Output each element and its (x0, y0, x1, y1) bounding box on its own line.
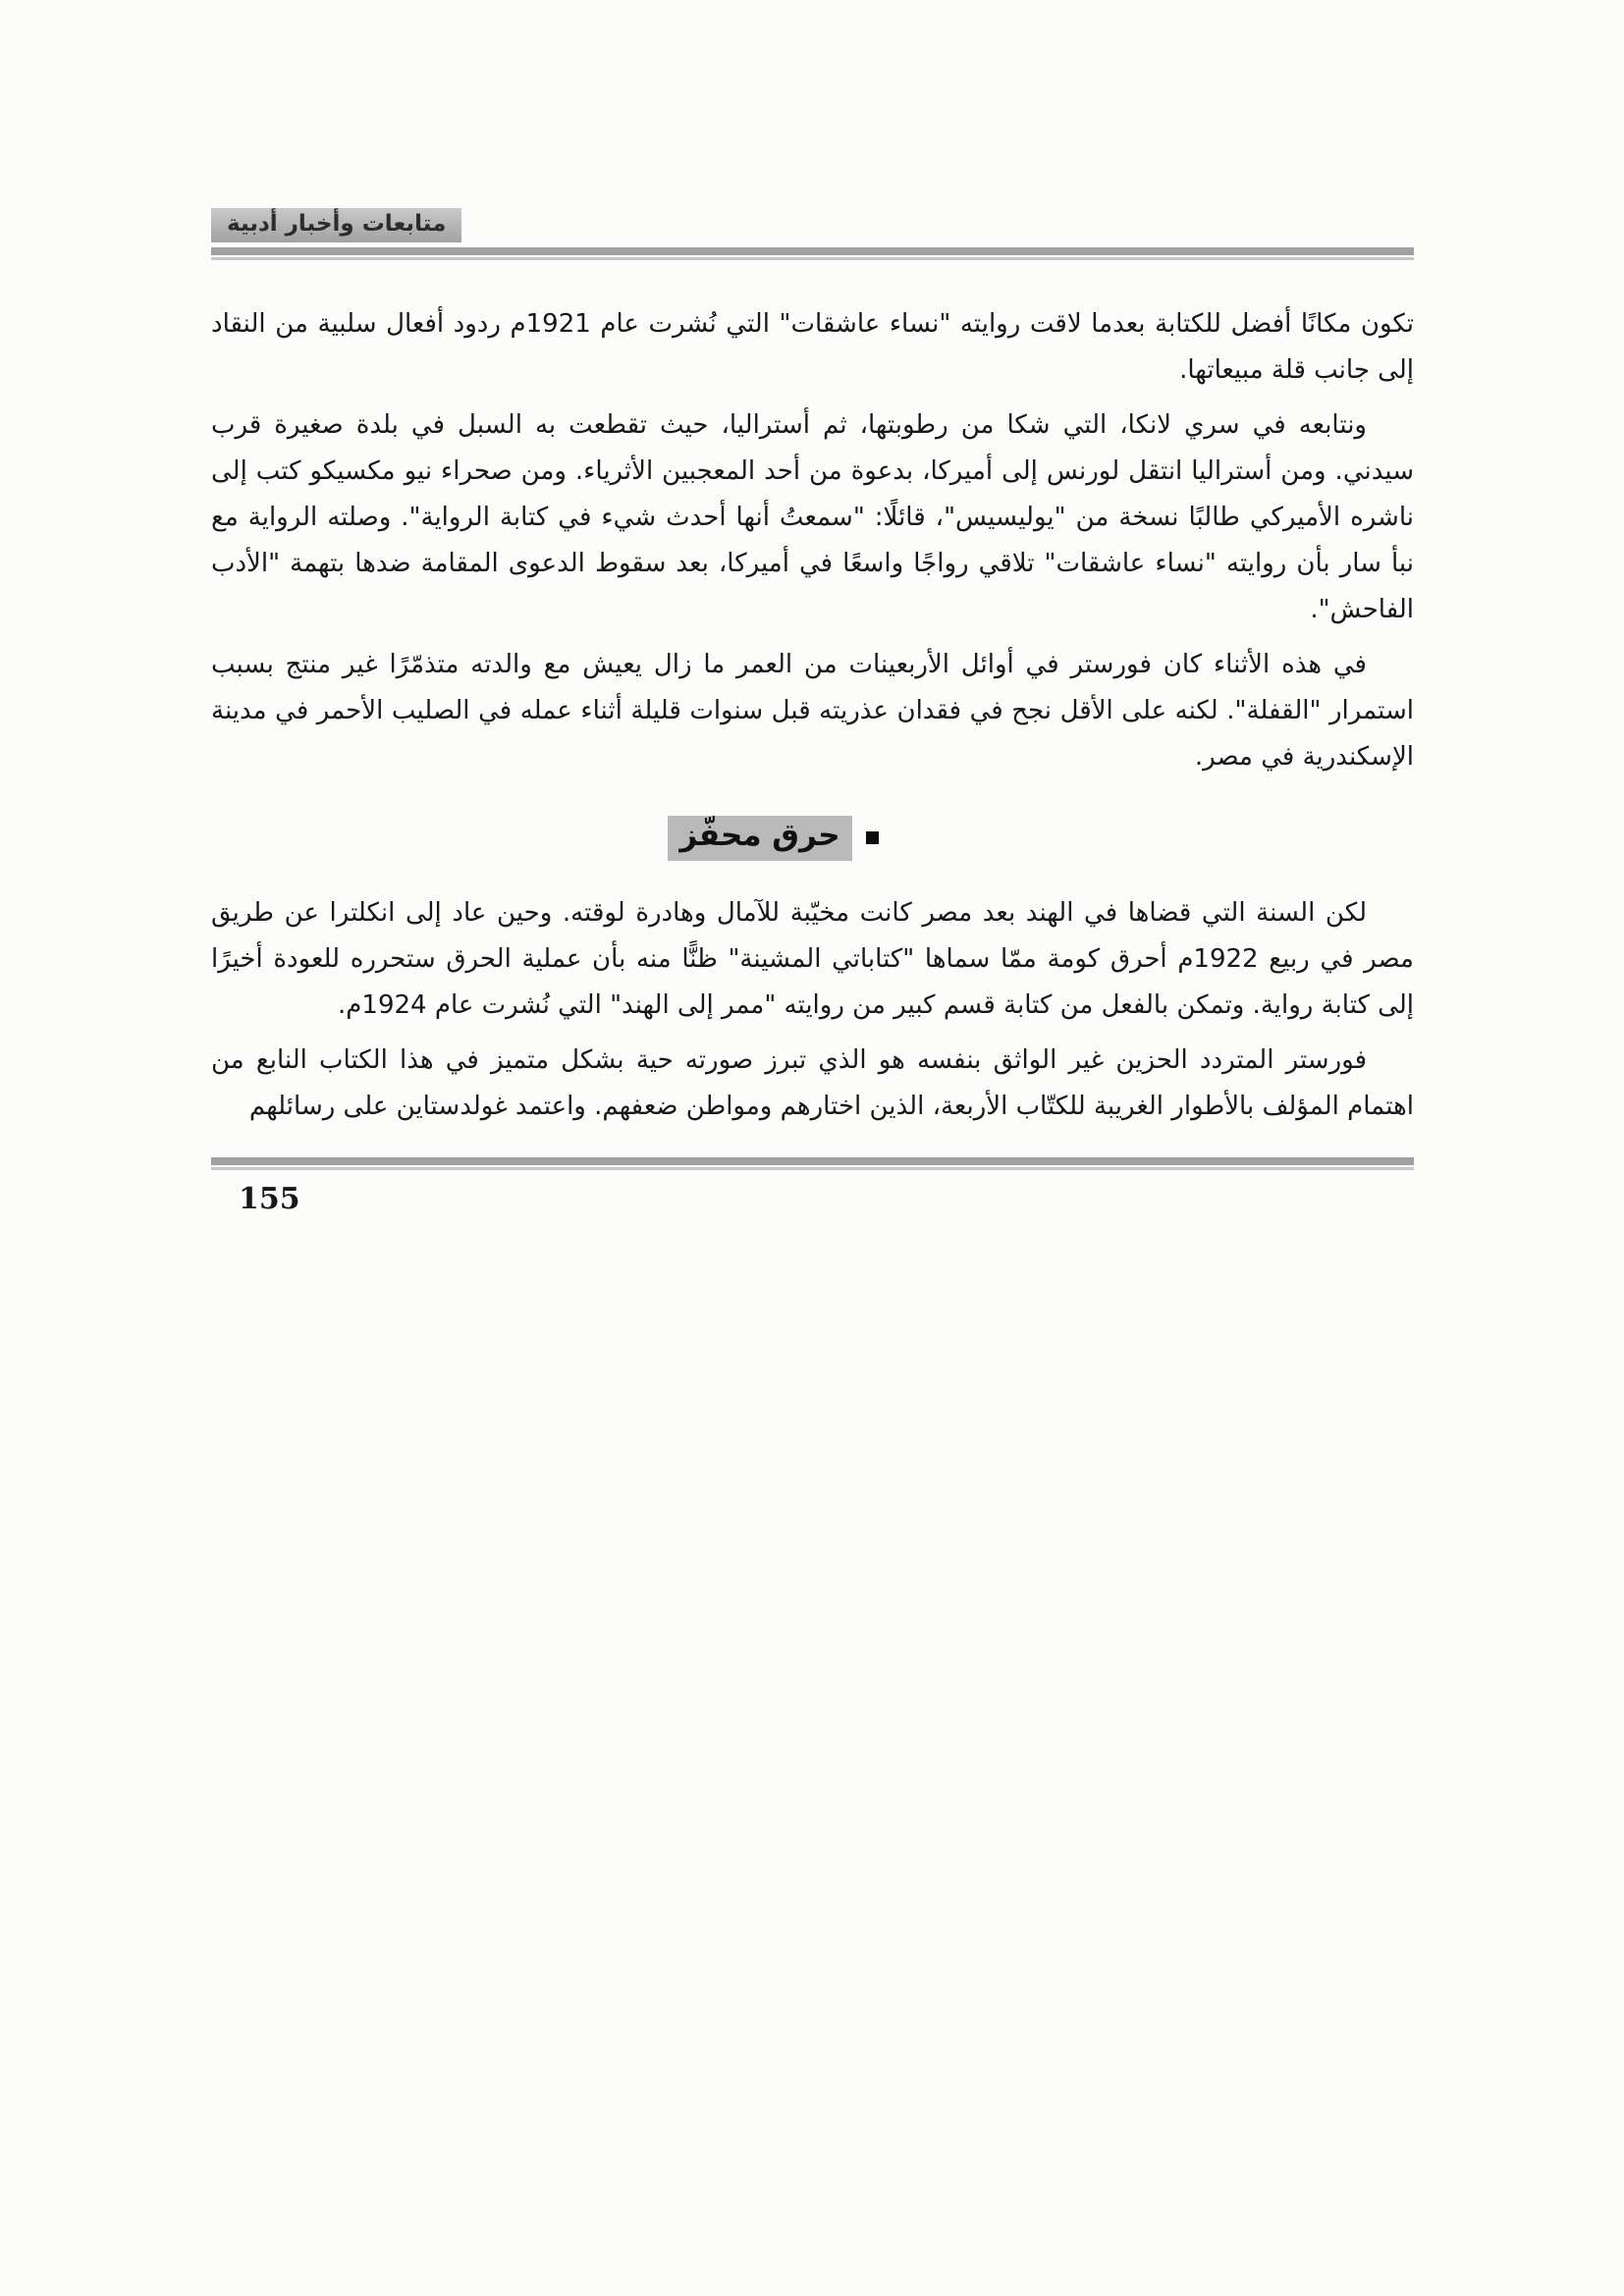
paragraph: لكن السنة التي قضاها في الهند بعد مصر كانت مخيّبة للآمال وهادرة لوقته. وحين عاد إلى انكلترا عن طريق مصر في ربيع 1922م أحرق كومة ممّا سماها "كتاباتي المشينة" ظنًّا منه بأن عملية الحرق ستحرره للعودة أخيرًا إلى كتابة رواية. وتمكن بالفعل من كتابة قسم كبير من روايته "ممر إلى الهند" التي نُشرت عام 1924م. (211, 897, 1414, 1020)
header-rule (211, 247, 1414, 260)
running-header-title: متابعات وأخبار أدبية (211, 208, 461, 242)
page-footer (211, 1157, 1414, 1216)
paragraph: ونتابعه في سري لانكا، التي شكا من رطوبتها، ثم أستراليا، حيث تقطعت به السبل في بلدة صغيرة قرب سيدني. ومن أستراليا انتقل لورنس إلى أميركا، بدعوة من أحد المعجبين الأثرياء. ومن صحراء نيو مكسيكو كتب إلى ناشره الأميركي طالبًا نسخة من "يوليسيس"، قائلًا: "سمعتُ أنها أحدث شيء في كتابة الرواية". وصلته الرواية مع نبأ سار بأن روايته "نساء عاشقات" تلاقي رواجًا واسعًا في أميركا، بعد سقوط الدعوى المقامة ضدها بتهمة "الأدب الفاحش". (211, 409, 1414, 624)
footer-rule (211, 1157, 1414, 1170)
paragraph: تكون مكانًا أفضل للكتابة بعدما لاقت روايته "نساء عاشقات" التي نُشرت عام 1921م ردود أفعال سلبية من النقاد إلى جانب قلة مبيعاتها. (211, 308, 1414, 385)
paragraph: فورستر المتردد الحزين غير الواثق بنفسه هو الذي تبرز صورته حية بشكل متميز في هذا الكتاب النابع من اهتمام المؤلف بالأطوار الغريبة للكتّاب الأربعة، الذين اختارهم ومواطن ضعفهم. واعتمد غولدستاين على رسائلهم (211, 1044, 1414, 1121)
section-heading (172, 816, 1375, 861)
header-rule-thick (211, 247, 1414, 255)
paragraph: في هذه الأثناء كان فورستر في أوائل الأربعينات من العمر ما زال يعيش مع والدته متذمّرًا غير منتج بسبب استمرار "القفلة". لكنه على الأقل نجح في فقدان عذريته قبل سنوات قليلة أثناء عمله في الصليب الأحمر في مدينة الإسكندرية في مصر. (211, 649, 1414, 772)
page-number: 155 (239, 1181, 300, 1216)
footer-rule-thick (211, 1157, 1414, 1165)
article-body (211, 301, 1414, 1130)
header-rule-thin (211, 257, 1414, 260)
running-header-row (211, 208, 1414, 242)
square-bullet-icon (866, 831, 879, 844)
footer-rule-thin (211, 1167, 1414, 1170)
section-heading-text: حرق محفّز (668, 816, 851, 861)
page-header (211, 208, 1414, 260)
